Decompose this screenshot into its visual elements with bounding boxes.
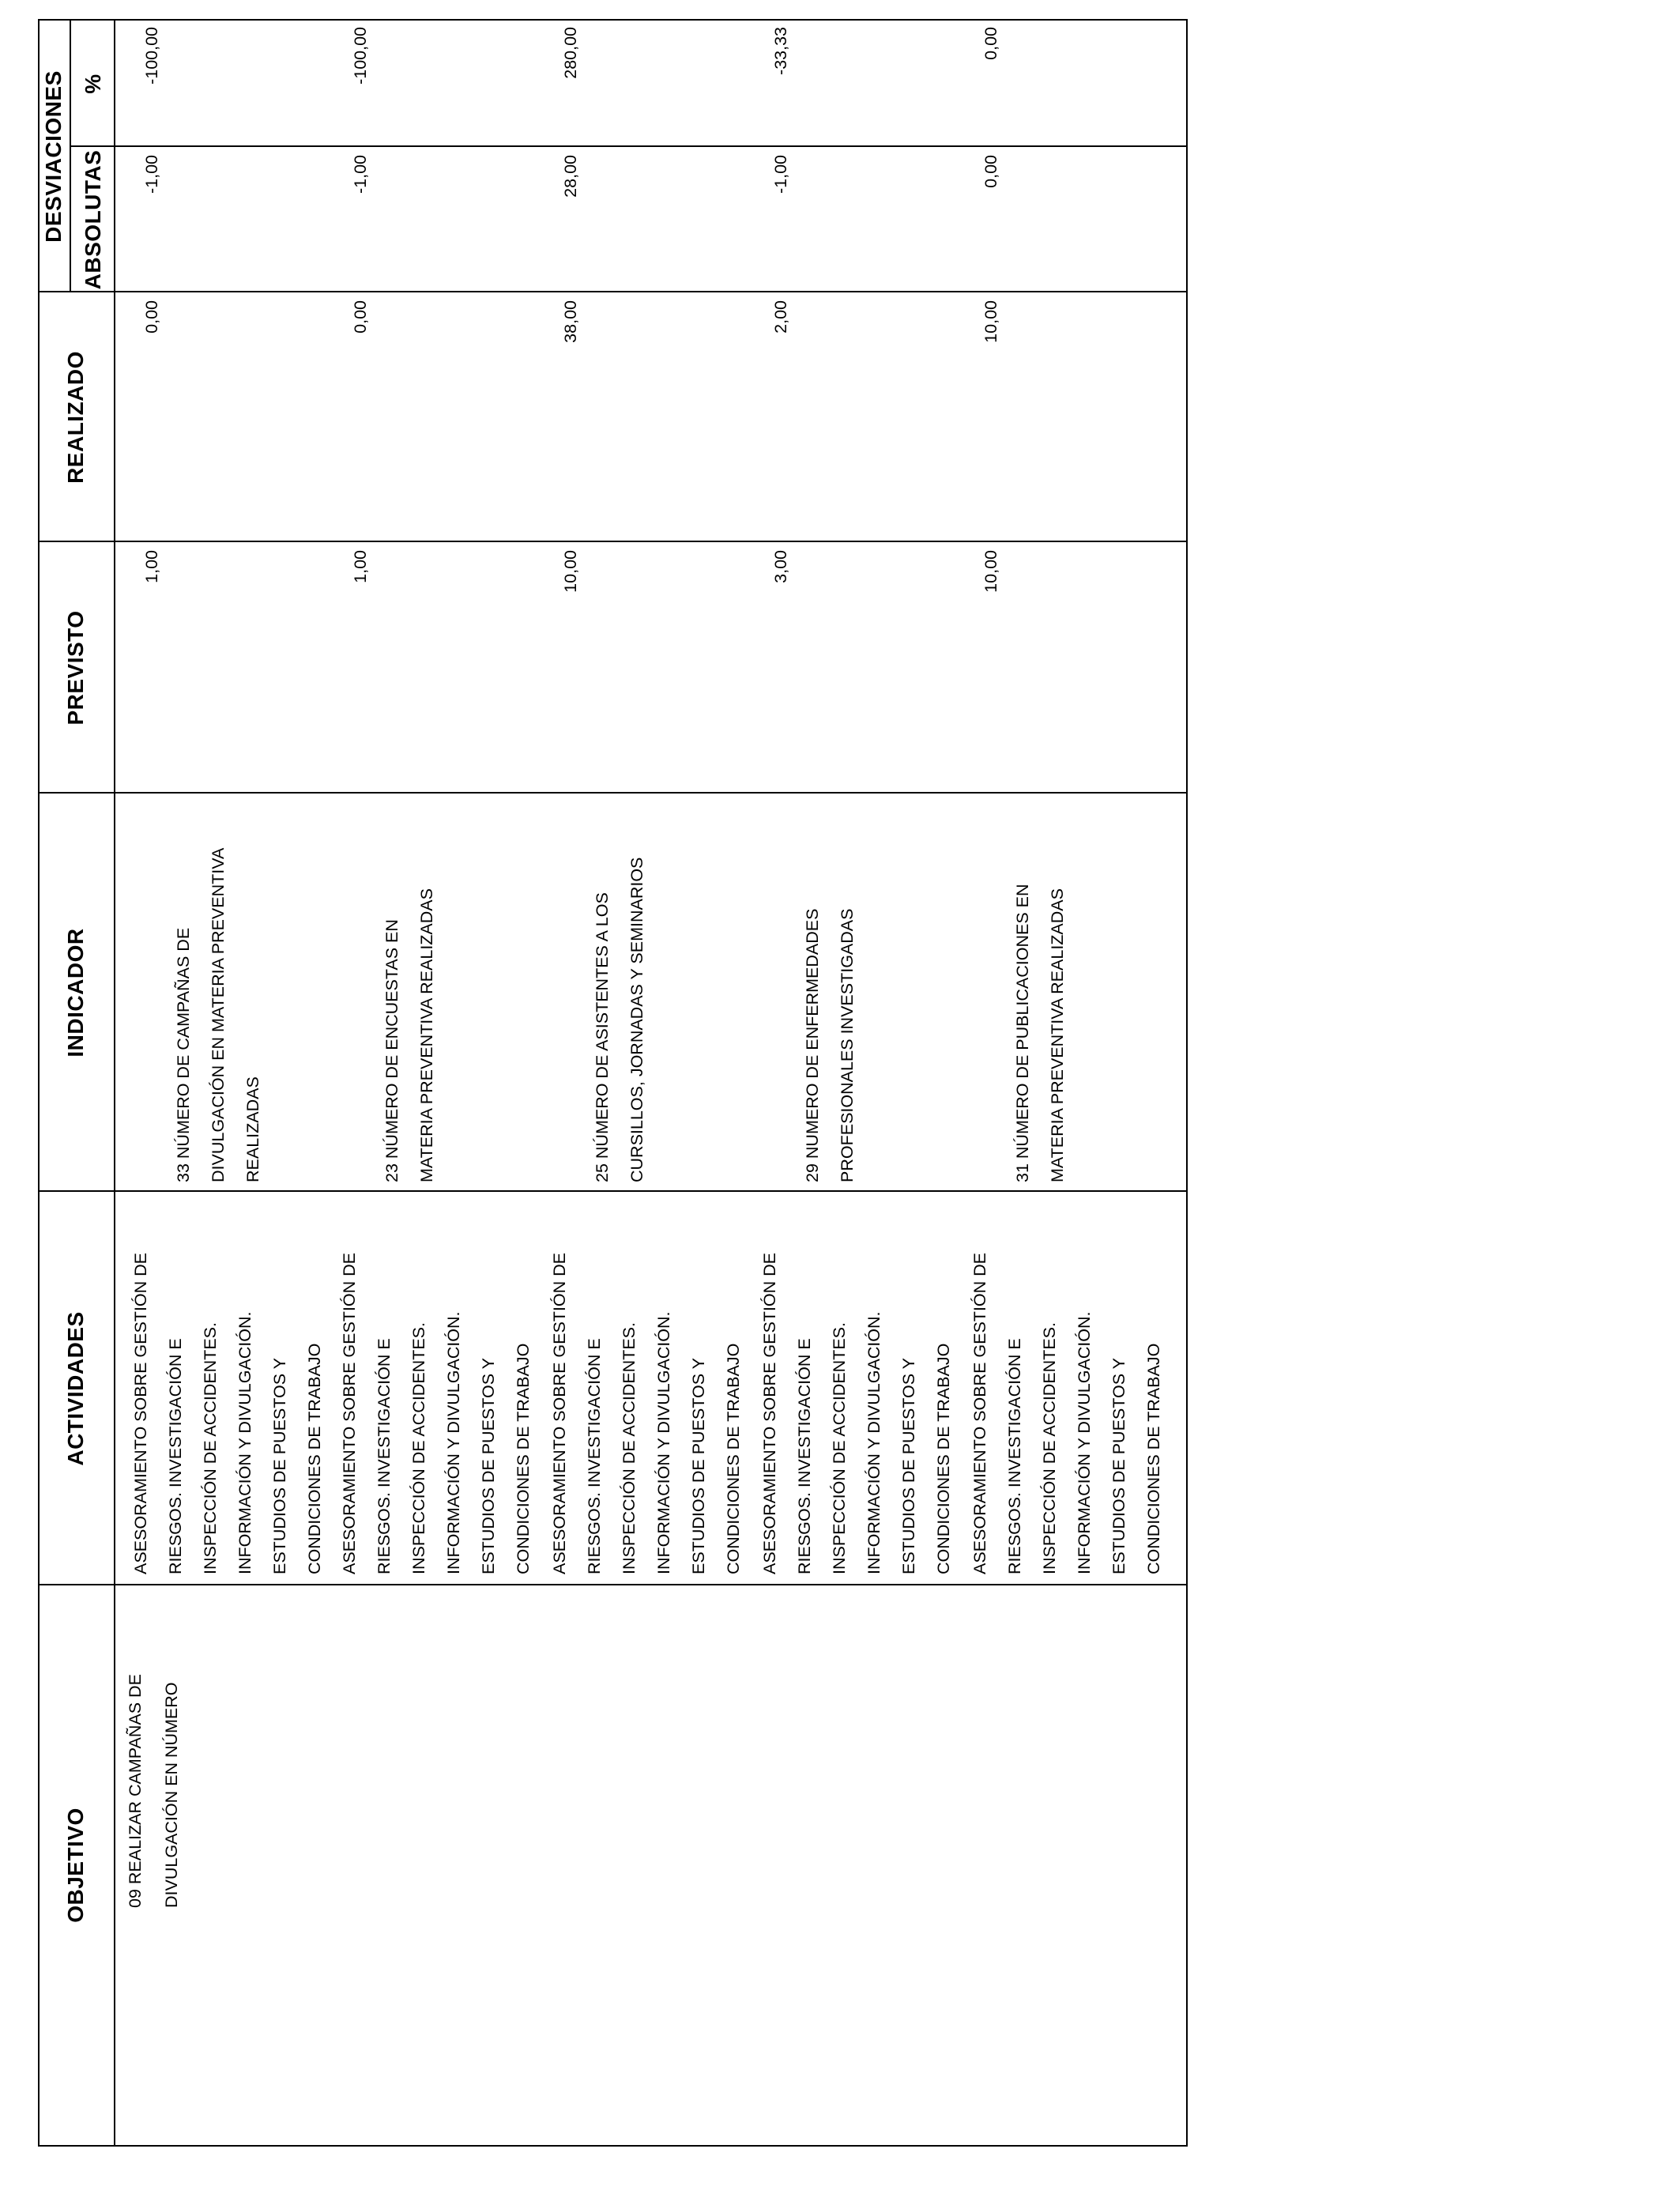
row-2-porcentaje: -100,00	[351, 27, 370, 85]
header-previsto: PREVISTO	[63, 610, 88, 726]
row-2-previsto: 1,00	[351, 550, 370, 583]
row-1-previsto: 1,00	[142, 550, 161, 583]
row-5-realizado: 10,00	[981, 300, 1000, 343]
col-divider-desviaciones	[70, 145, 1186, 147]
row-1-indicador: 33 NÚMERO DE CAMPAÑAS DE DIVULGACIÓN EN MATERIA PREVENTIVA REALIZADAS	[174, 847, 262, 1182]
row-3-actividades: ASESORAMIENTO SOBRE GESTIÓN DE RIESGOS. INVESTIGACIÓN E INSPECCIÓN DE ACCIDENTES. INFORMACIÓN Y DIVULGACIÓN. ESTUDIOS DE PUESTOS Y CONDICIONES DE TRABAJO	[550, 1253, 743, 1574]
row-5-indicador: 31 NÚMERO DE PUBLICACIONES EN MATERIA PREVENTIVA REALIZADAS	[1013, 884, 1067, 1182]
row-5-absolutas: 0,00	[981, 155, 1000, 188]
col-divider-indicador	[40, 792, 1186, 794]
header-indicador: INDICADOR	[63, 928, 88, 1057]
header-absolutas: ABSOLUTAS	[81, 149, 105, 290]
header-desviaciones: DESVIACIONES	[41, 70, 66, 243]
row-4-absolutas: -1,00	[771, 155, 790, 194]
row-3-previsto: 10,00	[561, 550, 580, 593]
row-1-absolutas: -1,00	[142, 155, 161, 194]
header-objetivo: OBJETIVO	[63, 1808, 88, 1923]
row-5-porcentaje: 0,00	[981, 27, 1000, 60]
row-5-previsto: 10,00	[981, 550, 1000, 593]
row-1-actividades: ASESORAMIENTO SOBRE GESTIÓN DE RIESGOS. INVESTIGACIÓN E INSPECCIÓN DE ACCIDENTES. INFORMACIÓN Y DIVULGACIÓN. ESTUDIOS DE PUESTOS Y CONDICIONES DE TRABAJO	[131, 1253, 324, 1574]
row-2-indicador: 23 NÚMERO DE ENCUESTAS EN MATERIA PREVENTIVA REALIZADAS	[382, 888, 436, 1182]
row-1-realizado: 0,00	[142, 300, 161, 334]
row-3-realizado: 38,00	[561, 300, 580, 343]
col-divider-previsto	[40, 541, 1186, 542]
row-4-indicador: 29 NUMERO DE ENFERMEDADES PROFESIONALES INVESTIGADAS	[803, 908, 857, 1182]
row-3-porcentaje: 280,00	[561, 27, 580, 79]
row-3-absolutas: 28,00	[561, 155, 580, 198]
row-4-realizado: 2,00	[771, 300, 790, 334]
row-5-actividades: ASESORAMIENTO SOBRE GESTIÓN DE RIESGOS. INVESTIGACIÓN E INSPECCIÓN DE ACCIDENTES. INFORMACIÓN Y DIVULGACIÓN. ESTUDIOS DE PUESTOS Y CONDICIONES DE TRABAJO	[970, 1253, 1163, 1574]
row-4-previsto: 3,00	[771, 550, 790, 583]
results-table	[38, 19, 1188, 2147]
col-divider-actividades	[40, 1190, 1186, 1192]
col-divider-objetivo	[40, 1584, 1186, 1585]
row-3-indicador: 25 NÚMERO DE ASISTENTES A LOS CURSILLOS, JORNADAS Y SEMINARIOS	[593, 857, 646, 1182]
col-divider-realizado	[40, 291, 1186, 292]
row-4-actividades: ASESORAMIENTO SOBRE GESTIÓN DE RIESGOS. INVESTIGACIÓN E INSPECCIÓN DE ACCIDENTES. INFORMACIÓN Y DIVULGACIÓN. ESTUDIOS DE PUESTOS Y CONDICIONES DE TRABAJO	[760, 1253, 953, 1574]
objetivo-text: 09 REALIZAR CAMPAÑAS DE DIVULGACIÓN EN NÚMERO	[126, 1674, 181, 1908]
desviaciones-sub-line	[70, 21, 71, 292]
header-bottom-line	[114, 21, 115, 2145]
row-2-absolutas: -1,00	[351, 155, 370, 194]
row-4-porcentaje: -33,33	[771, 27, 790, 75]
row-1-porcentaje: -100,00	[142, 27, 161, 85]
header-porcentaje: %	[81, 74, 105, 94]
header-realizado: REALIZADO	[63, 351, 88, 484]
row-2-actividades: ASESORAMIENTO SOBRE GESTIÓN DE RIESGOS. INVESTIGACIÓN E INSPECCIÓN DE ACCIDENTES. INFORMACIÓN Y DIVULGACIÓN. ESTUDIOS DE PUESTOS Y CONDICIONES DE TRABAJO	[340, 1253, 533, 1574]
row-2-realizado: 0,00	[351, 300, 370, 334]
header-actividades: ACTIVIDADES	[63, 1311, 88, 1466]
